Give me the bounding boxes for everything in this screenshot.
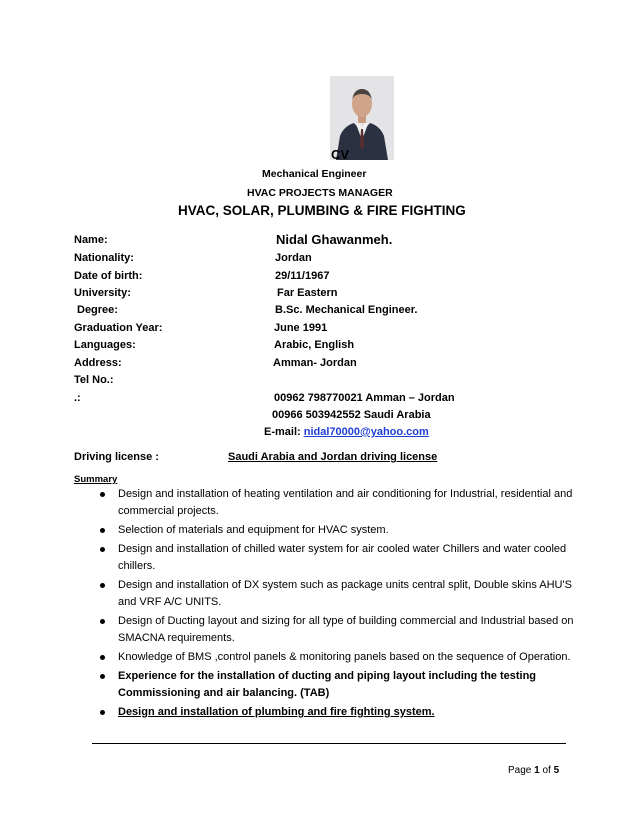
- nationality-value: Jordan: [275, 252, 312, 264]
- list-item: Design and installation of chilled water system for air cooled water Chillers and water cooled chillers.: [96, 541, 576, 575]
- driving-label: Driving license :: [74, 451, 159, 463]
- list-item: Design and installation of heating ventilation and air conditioning for Industrial, residential and commercial projects.: [96, 486, 576, 520]
- job-title: Mechanical Engineer: [262, 168, 367, 180]
- phone-jordan: 00962 798770021 Amman – Jordan: [274, 392, 455, 404]
- summary-list: [96, 486, 576, 723]
- address-label: Address:: [74, 357, 122, 369]
- nationality-label: Nationality:: [74, 252, 134, 264]
- email-label: E-mail:: [264, 426, 304, 438]
- bullet-icon: [100, 655, 105, 660]
- tel-label-continued: .:: [74, 392, 81, 404]
- university-label: University:: [74, 287, 131, 299]
- page-word: Page: [508, 765, 535, 776]
- list-item: Selection of materials and equipment for HVAC system.: [96, 522, 576, 539]
- bullet-icon: [100, 583, 105, 588]
- phone-saudi: 00966 503942552 Saudi Arabia: [272, 409, 431, 421]
- email-link[interactable]: nidal70000@yahoo.com: [303, 426, 429, 438]
- bullet-icon: [100, 710, 105, 715]
- degree-value: B.Sc. Mechanical Engineer.: [275, 304, 418, 316]
- bullet-icon: [100, 528, 105, 533]
- bullet-icon: [100, 674, 105, 679]
- languages-label: Languages:: [74, 339, 136, 351]
- specialty-heading: HVAC, SOLAR, PLUMBING & FIRE FIGHTING: [178, 203, 466, 218]
- university-value: Far Eastern: [277, 287, 338, 299]
- list-item: Design and installation of plumbing and fire fighting system.: [96, 704, 576, 721]
- list-item: Design of Ducting layout and sizing for all type of building commercial and Industrial based on SMACNA requirements.: [96, 613, 576, 647]
- graduation-value: June 1991: [274, 322, 328, 334]
- driving-value: Saudi Arabia and Jordan driving license: [228, 451, 438, 463]
- degree-label: Degree:: [77, 304, 118, 316]
- page-of: of: [539, 765, 554, 776]
- address-value: Amman- Jordan: [273, 357, 357, 369]
- dob-value: 29/11/1967: [275, 270, 330, 282]
- graduation-label: Graduation Year:: [74, 322, 163, 334]
- languages-value: Arabic, English: [274, 339, 355, 351]
- bullet-icon: [100, 619, 105, 624]
- list-item: Experience for the installation of ducting and piping layout including the testing Commissioning and air balancing. (TAB): [96, 668, 576, 702]
- job-role: HVAC PROJECTS MANAGER: [247, 187, 393, 199]
- name-value: Nidal Ghawanmeh.: [276, 232, 393, 247]
- cv-title: CV: [331, 147, 350, 162]
- list-item: Design and installation of DX system such as package units central split, Double skins AHU'S and VRF A/C UNITS.: [96, 577, 576, 611]
- list-item: Knowledge of BMS ,control panels & monitoring panels based on the sequence of Operation.: [96, 649, 576, 666]
- page-total: 5: [553, 765, 560, 776]
- dob-label: Date of birth:: [74, 270, 143, 282]
- tel-label: Tel No.:: [74, 374, 114, 386]
- bullet-icon: [100, 492, 105, 497]
- page-number: [508, 765, 559, 776]
- name-label: Name:: [74, 234, 108, 246]
- summary-heading: Summary: [74, 474, 118, 485]
- footer-divider: [92, 743, 566, 744]
- email-row: [264, 426, 429, 438]
- bullet-icon: [100, 547, 105, 552]
- page-current: 1: [534, 765, 540, 776]
